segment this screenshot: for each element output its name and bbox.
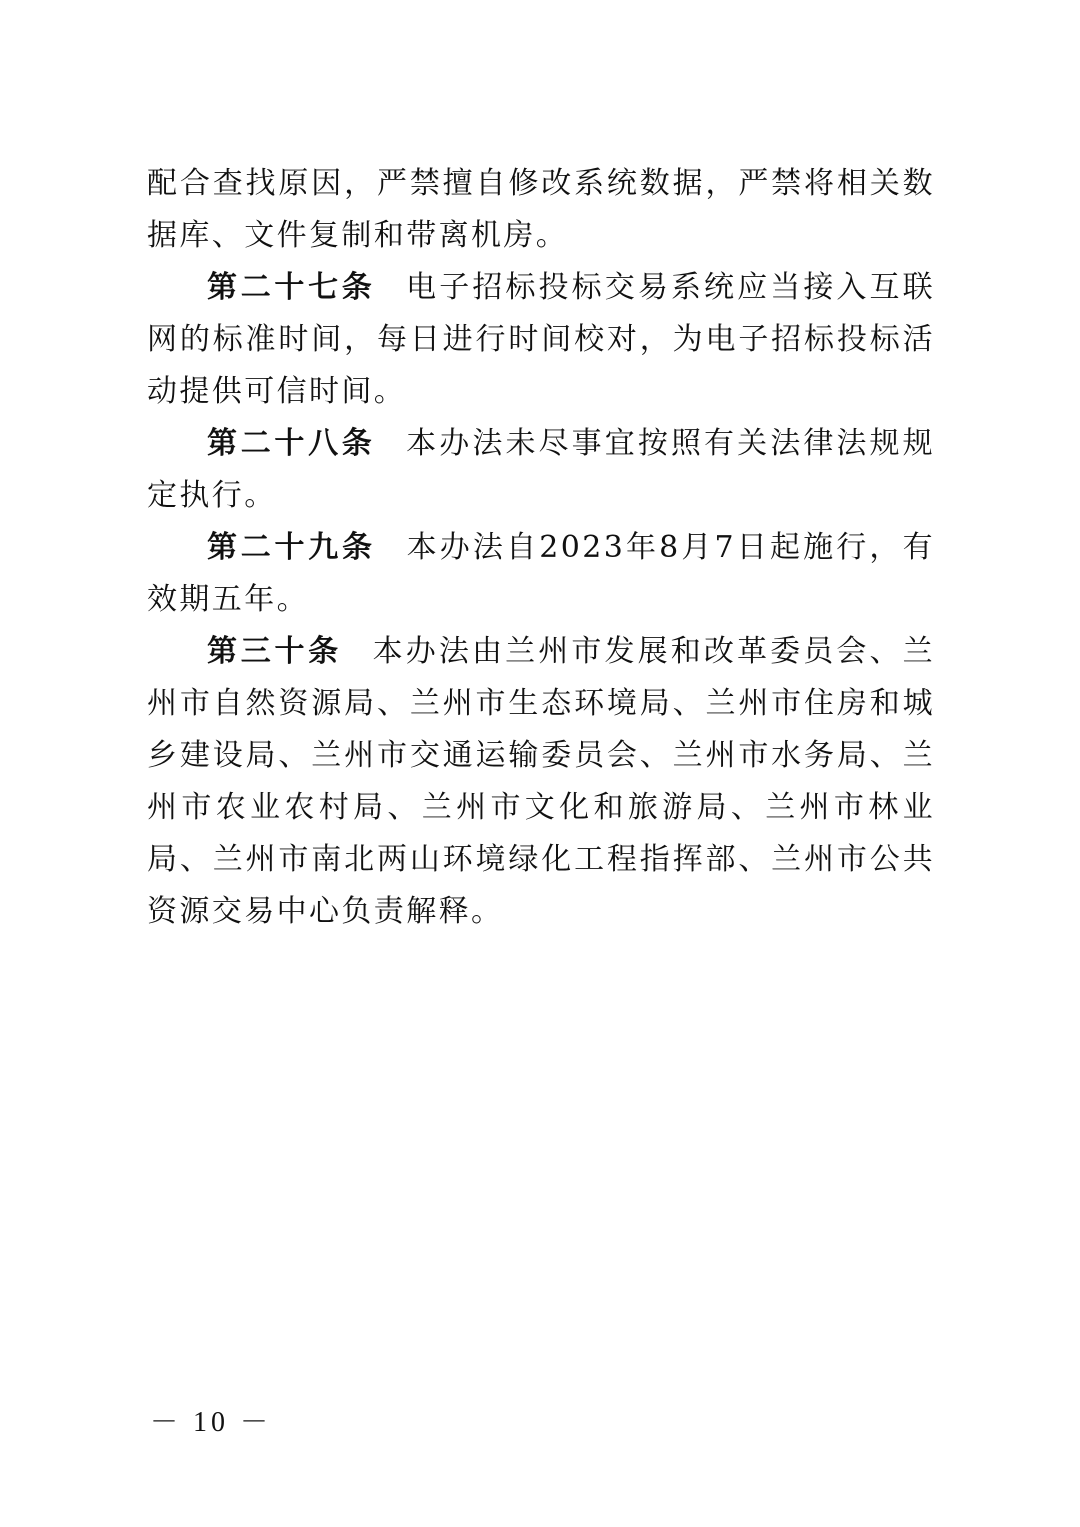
article-text: 本办法未尽事宜按照有关法律法规规定执行。: [147, 426, 936, 513]
article-heading: 第三十条: [207, 634, 342, 669]
article-29: [147, 522, 935, 626]
article-text: 本办法由兰州市发展和改革委员会、兰州市自然资源局、兰州市生态环境局、兰州市住房和城乡建设局、兰州市交通运输委员会、兰州市水务局、兰州市农业农村局、兰州市文化和旅游局、兰州市林业局、兰州市南北两山环境绿化工程指挥部、兰州市公共资源交易中心负责解释。: [147, 634, 936, 929]
article-heading: 第二十九条: [207, 530, 376, 565]
article-heading: 第二十八条: [207, 426, 376, 461]
paragraph-continuation: [147, 158, 935, 262]
article-27: [147, 262, 935, 418]
article-heading: 第二十七条: [207, 270, 376, 305]
page-number: － 10 －: [150, 1407, 273, 1438]
article-28: [147, 418, 935, 522]
article-30: [147, 626, 935, 938]
article-text: 电子招标投标交易系统应当接入互联网的标准时间，每日进行时间校对，为电子招标投标活动提供可信时间。: [147, 270, 936, 409]
paragraph-text: 配合查找原因，严禁擅自修改系统数据，严禁将相关数据库、文件复制和带离机房。: [147, 166, 935, 253]
article-text: 本办法自2023年8月7日起施行，有效期五年。: [147, 530, 935, 617]
document-body: [147, 158, 935, 938]
